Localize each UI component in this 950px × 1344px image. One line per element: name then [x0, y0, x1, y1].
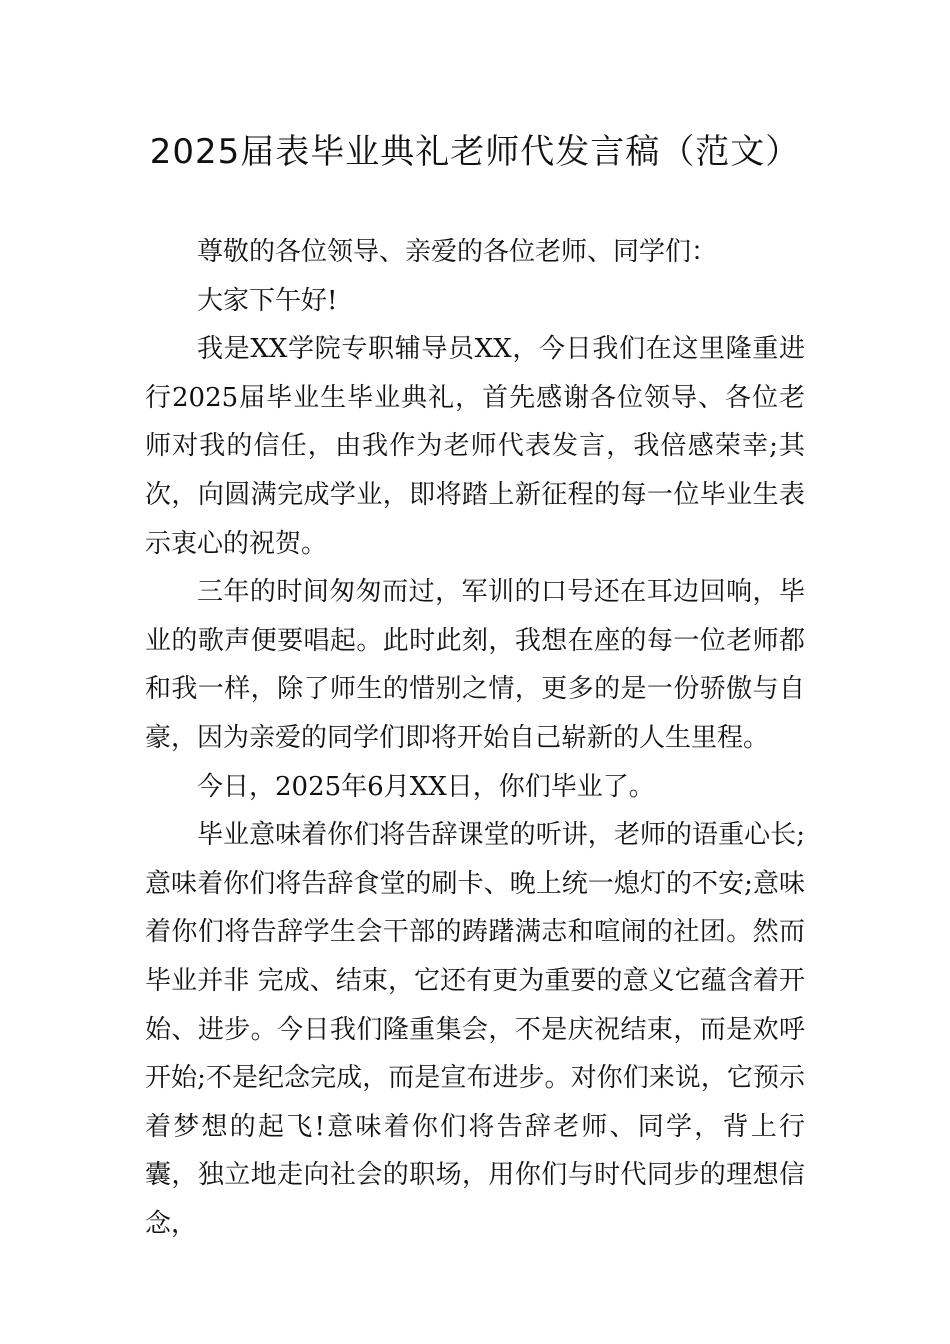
paragraph-salutation: 尊敬的各位领导、亲爱的各位老师、同学们： [197, 237, 718, 267]
paragraph-three-years: 三年的时间匆匆而过，军训的口号还在耳边回响，毕业的歌声便要唱起。此时此刻，我想在座的每一位老师都和我一样，除了师生的惜别之情，更多的是一份骄傲与自豪，因为亲爱的同学们即将开始自己崭新的人生里程。 [145, 577, 805, 753]
paragraph-meaning-of-graduation: 毕业意味着你们将告辞课堂的听讲，老师的语重心长;意味着你们将告辞食堂的刷卡、晚上统一熄灯的不安;意味着你们将告辞学生会干部的踌躇满志和喧闹的社团。然而毕业并非 完成、结束，它还有更为重要的意义它蕴含着开始、进步。今日我们隆重集会，不是庆祝结束，而是欢呼开始;不是纪念完成，而是宣布进步。对你们来说，它预示着梦想的起飞!意味着你们将告辞老师、同学，背上行囊，独立地走向社会的职场，用你们与时代同步的理想信念， [145, 820, 805, 1239]
document-title: 2025届表毕业典礼老师代发言稿（范文） [149, 132, 801, 172]
document-body [145, 228, 805, 1248]
paragraph-introduction: 我是XX学院专职辅导员XX，今日我们在这里隆重进行2025届毕业生毕业典礼，首先感谢各位领导、各位老师对我的信任，由我作为老师代表发言，我倍感荣幸;其次，向圆满完成学业，即将踏上新征程的每一位毕业生表示衷心的祝贺。 [145, 334, 805, 559]
paragraph-graduation-date: 今日，2025年6月XX日，你们毕业了。 [197, 771, 655, 802]
paragraph-greeting: 大家下午好! [197, 285, 338, 316]
